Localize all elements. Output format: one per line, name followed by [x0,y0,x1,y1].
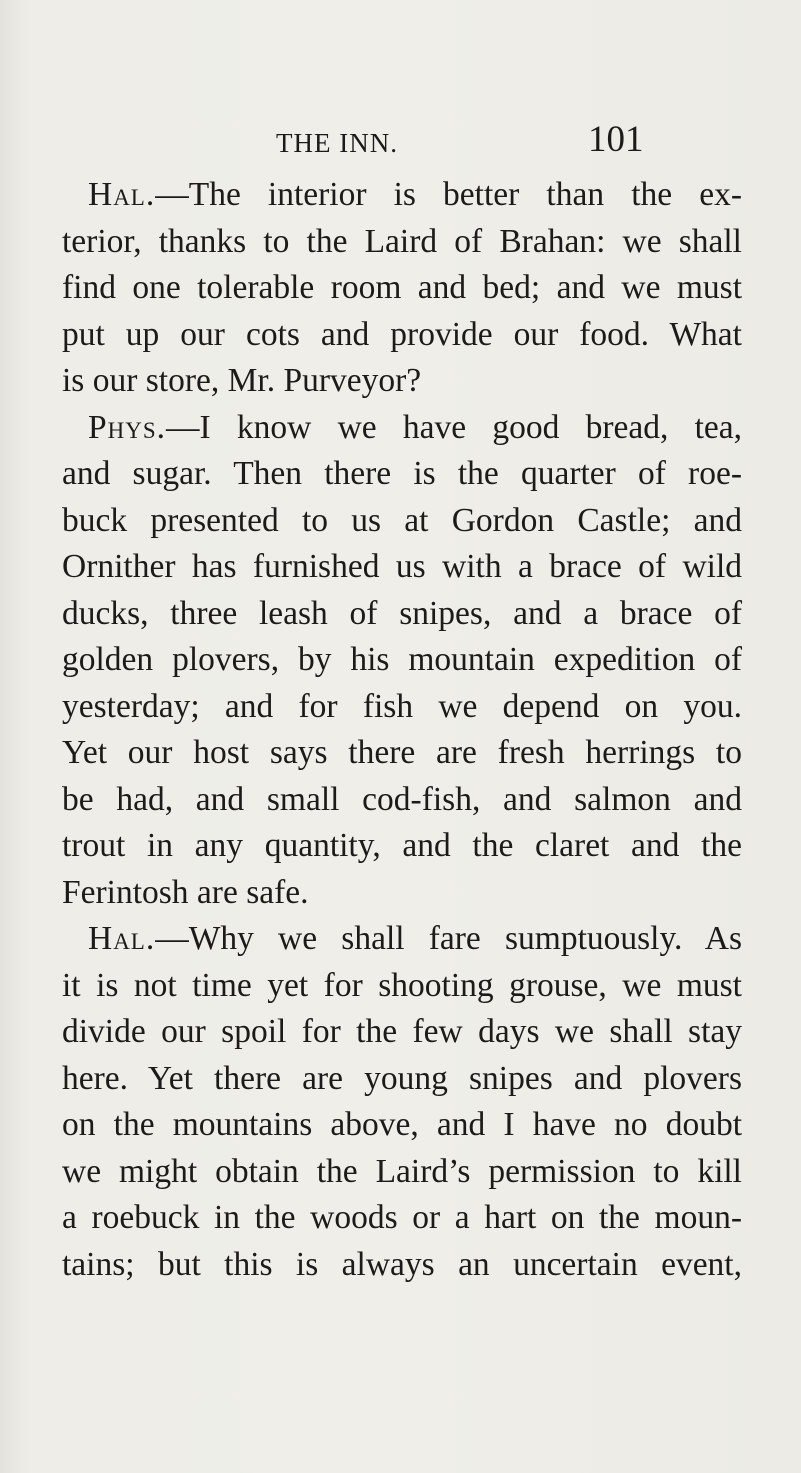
text-line [62,1009,742,1056]
line-text: tains; but this is always an uncertain event, [62,1245,742,1283]
line-text: find one tolerable room and bed; and we must [62,269,742,306]
line-text: put up our cots and provide our food. What [62,315,742,353]
text-line [62,1195,742,1242]
line-text: terior, thanks to the Laird of Brahan: we shall [62,222,742,260]
text-line [62,963,742,1010]
speaker-label: Hal. [88,920,156,957]
running-title: THE INN. [276,128,398,158]
body-text [62,172,742,1288]
text-line [62,172,742,219]
line-text: and sugar. Then there is the quarter of roe- [62,455,742,492]
text-line [62,358,742,405]
line-text: here. Yet there are young snipes and plovers [62,1059,742,1097]
speaker-label: Hal. [88,176,156,213]
line-text: —The interior is better than the ex- [155,176,742,213]
text-line [62,1149,742,1196]
text-line [62,823,742,870]
text-line [62,870,742,917]
text-line [62,637,742,684]
line-text: Ferintosh are safe. [62,873,309,911]
text-line [62,730,742,777]
text-line [62,1242,742,1289]
line-text: we might obtain the Laird’s permission to kill [62,1152,742,1190]
line-text: —I know we have good bread, tea, [166,408,742,446]
line-text: buck presented to us at Gordon Castle; and [62,501,742,539]
text-line [62,684,742,731]
text-line [62,451,742,498]
text-line [62,591,742,638]
line-text: yesterday; and for fish we depend on you. [62,687,742,725]
text-line [62,1102,742,1149]
line-text: trout in any quantity, and the claret and the [62,827,742,864]
line-text: golden plovers, by his mountain expedition of [62,641,742,678]
text-line [62,777,742,824]
text-line [62,219,742,266]
line-text: a roebuck in the woods or a hart on the moun- [62,1199,742,1236]
line-text: ducks, three leash of snipes, and a brace of [62,594,742,632]
line-text: be had, and small cod-fish, and salmon and [62,780,742,818]
text-line [62,312,742,359]
line-text: Yet our host says there are fresh herrings to [62,734,742,771]
line-text: Ornither has furnished us with a brace of wild [62,548,742,585]
line-text: —Why we shall fare sumptuously. As [155,920,742,957]
line-text: is our store, Mr. Purveyor? [62,362,422,399]
page-number: 101 [588,119,644,160]
speaker-label: Phys. [88,408,167,446]
line-text: it is not time yet for shooting grouse, we must [62,966,742,1004]
running-head [0,116,801,166]
line-text: on the mountains above, and I have no doubt [62,1106,742,1143]
text-line [62,498,742,545]
line-text: divide our spoil for the few days we shall stay [62,1013,742,1050]
text-line [62,1056,742,1103]
text-line [62,265,742,312]
text-line [62,916,742,963]
text-line [62,544,742,591]
text-line [62,405,742,452]
